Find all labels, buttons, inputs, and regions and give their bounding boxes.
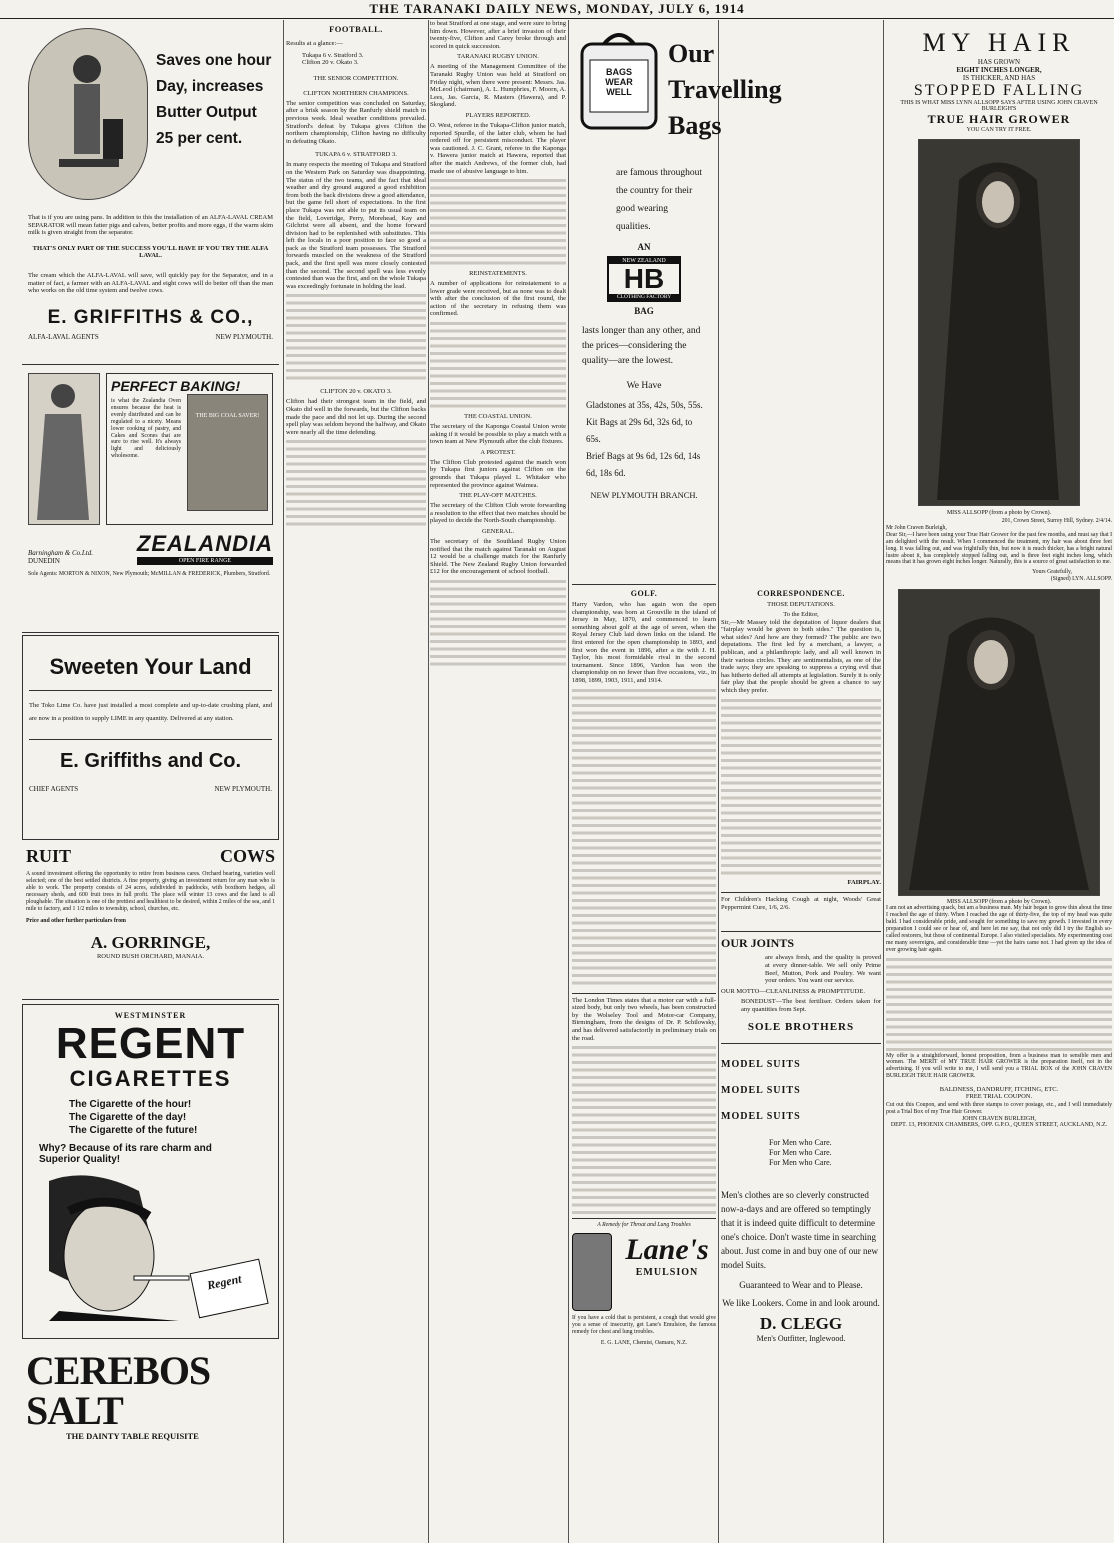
bags-item-2: Kit Bags at 29s 6d, 32s 6d, to 65s.: [586, 417, 693, 444]
suitcase-illustration: [576, 24, 662, 134]
alfa-firm: E. GRIFFITHS & CO.,: [47, 306, 254, 328]
regent-cigarettes-ad: [22, 1004, 279, 1339]
hair-continued-text: [886, 956, 1112, 1051]
letter-signed: (Signed) LYN. ALLSOPP.: [1050, 576, 1112, 583]
care-line-2: For Men who Care.: [769, 1148, 832, 1158]
hair-line-4: STOPPED FALLING: [913, 82, 1085, 99]
sole-brothers-ad: [721, 931, 881, 1033]
result-1: Tukapa 6 v. Stratford 3.: [302, 51, 364, 59]
lime-body: The Toko Lime Co. have just installed a most complete and up-to-date crushing plant, and are now in a position to supply LIME in any quantity. Delivered at any station.: [29, 702, 272, 722]
miss-allsopp-photo-1: [918, 139, 1080, 506]
travelling-bags-ad: [572, 20, 782, 585]
golf-para: Harry Vardon, who has again won the open championship, was born at Grouville in the island of Jersey in May, 1870, and commenced to learn something about golf at the age of seven, when the Royal Jersey Club laid down links on the island. He first entered for the open championship in 1893, and first won the event in 1896, after a tie with J. H. Taylor, his most formidable rival in the second tournament. Since 1896, Vardon has won the championship on no fewer than five occasions, viz., in 1898, 1899, 1903, 1911, and 1914.: [572, 601, 716, 684]
hair-sig: JOHN CRAVEN BURLEIGH,: [961, 1115, 1037, 1122]
cerebos-salt-ad: [22, 1349, 279, 1443]
deputations-heading: THOSE DEPUTATIONS.: [767, 601, 835, 608]
football-para-3: Clifton had their strongest team in the field, and Okato did well in the forwards, but the Clifton backs made the pace and did not let up. During the second spell play was seldom beyond the halfway, and Okato were nearly all the time defending.: [286, 398, 426, 436]
regent-tag-2: The Cigarette of the day!: [69, 1112, 187, 1123]
rugby-para-7: The secretary of the Southland Rugby Union notified that the match against Taranaki on August 12 would be a challenge match for the Ranfurly Shield. The New Zealand Rugby Union forwarded £12 for the encouragement of school football.: [430, 538, 566, 576]
dairy-woman-illustration: [28, 28, 148, 200]
match-2-heading: CLIFTON 20 v. OKATO 3.: [320, 388, 392, 396]
regent-top: WESTMINSTER: [114, 1011, 187, 1020]
cerebos-tag: THE DAINTY TABLE REQUISITE: [66, 1431, 199, 1441]
football-para-1: The senior competition was concluded on Saturday, after a brisk season by the Ranfurly shield match in previous week. Ideal weather conditions prevailed. Stratford's defeat by Tukapa gives Clifton the northern championship, Clifton having no difficulty in defeating Okato.: [286, 99, 426, 145]
joints-para: are always fresh, and the quality is proved at every dinner-table. We sell only Prime Beef, Mutton, Pork and Poultry. We want your orders. You want our service.: [765, 954, 881, 985]
letter-continued-text: [721, 697, 881, 877]
clegg-outfitter: Men's Outfitter, Inglewood.: [756, 1334, 846, 1344]
motor-car-para: The London Times states that a motor car with a full-sized body, but only two wheels, has been constructed by the Wolseley Tool and Motor-car Company, Birmingham, from the designs of Dr. P. Schilowsky, and has delivered satisfactorily in preliminary trials on the road.: [572, 993, 716, 1043]
hb-logo: [607, 256, 681, 302]
zealandia-city: DUNEDIN: [28, 557, 60, 565]
hair-letter: Dear Sir,—I have been using your True Hair Grower for the past few months, and must say that I am delighted with the result. When I commenced the treatment, my hair was about three feet long. It was falling out, and was frightfully thin, but now it is much thicker, has a bright natural lustre about it, has completely stopped falling out, and is three feet eight inches long, which means that it has grown eight inches longer. Naturally, this is a source of great satisfaction to me.: [886, 531, 1112, 566]
column-rule: [428, 20, 429, 1543]
hair-title: MY HAIR: [922, 28, 1076, 57]
rugby-para-0: to beat Stratford at one stage, and were sure to bring him down. However, after a brief invasion of their twenty-five, Clifton and Carey broke through and scored in quick succession.: [430, 20, 566, 50]
column-rule: [568, 20, 569, 1543]
clegg-firm: D. CLEGG: [759, 1314, 843, 1334]
care-line-3: For Men who Care.: [769, 1158, 832, 1168]
fruit-firm: A. GORRINGE,: [90, 933, 211, 953]
letter-yours: Yours Gratefully,: [1032, 569, 1072, 576]
regent-tag-3: The Cigarette of the future!: [69, 1125, 198, 1136]
lane-sub: EMULSION: [635, 1267, 699, 1278]
hair-dept: DEPT. 13, PHOENIX CHAMBERS, OPP. G.P.O., QUEEN STREET, AUCKLAND, N.Z.: [890, 1121, 1108, 1128]
zealandia-brand: ZEALANDIA: [136, 531, 273, 556]
alfa-agents: ALFA-LAVAL AGENTS: [28, 332, 99, 341]
suits-line-3: MODEL SUITS: [721, 1111, 801, 1123]
rugby-para-1: A meeting of the Management Committee of the Taranaki Rugby Union was held at Stratford on Friday night, when there were present: Messrs. Jas. McLeod (chairman), A. L. Humphries, F. Moorn, A. Lees, Jas. Garcia, R. Masters (Hawera), and P. Skogland.: [430, 63, 566, 109]
cerebos-brand: CEREBOS SALT: [26, 1348, 211, 1433]
regent-pack: Regent: [205, 1271, 243, 1293]
hair-body-2: I am not an advertising quack, but am a business man. My hair began to grow thin about the time I reached the age of thirty. When I reached the age of thirty-five, the top of my head was quite bald. I had considerable pride, and sought for something to save my growth. I invested in every preparation I could see or hear of, and here let me say, that not only did I try the English so-called restorers, but those of continental Europe. I also visited specialists. My experimenting cost me many sovereigns, and considerable time —yet the hairs came not. I had given up the idea of ever growing hair again.: [886, 905, 1112, 953]
bags-bag: BAG: [634, 306, 654, 316]
column-ads-left: [22, 20, 279, 1543]
lime-firm: E. Griffiths and Co.: [59, 750, 242, 772]
letter-sign: FAIRPLAY.: [847, 878, 881, 886]
letter-salutation: Mr John Craven Burleigh,: [886, 524, 947, 531]
match-1-heading: TUKAPA 6 v. STRATFORD 3.: [315, 151, 397, 159]
woods-ad: For Children's Hacking Cough at night, Woods' Great Peppermint Cure, 1/6, 2/6.: [721, 892, 881, 911]
zealandia-maker: Barningham & Co.Ltd.: [28, 549, 93, 557]
bags-body: are famous throughout the country for their good wearing qualities.: [616, 168, 703, 232]
rugby-para-2: O. West, referee in the Tukapa-Clifton junior match, reported Spurdle, of the latter club, whom he had ordered off for persistent misconduct. The player was cautioned. J. C. Grant, referee in the Kaponga v. Hawera junior match at Hawera, reported that after the match Andrews, of the former club, had made use of abusive language to him.: [430, 121, 566, 175]
players-heading: PLAYERS REPORTED.: [465, 111, 531, 119]
hair-line-3: IS THICKER, AND HAS: [962, 74, 1036, 82]
bags-item-1: Gladstones at 35s, 42s, 50s, 55s.: [586, 400, 703, 410]
lane-brand: Lane's: [625, 1233, 709, 1266]
hair-line-2: EIGHT INCHES LONGER,: [956, 66, 1042, 74]
joints-bonedust: BONEDUST—The best fertiliser. Orders taken for any quantities from Sept.: [741, 998, 881, 1013]
zealandia-agents: Sole Agents: MORTON & NIXON, New Plymouth; McMILLAN & FREDERICK, Plumbers, Stratford.: [28, 571, 271, 577]
bags-branch: NEW PLYMOUTH BRANCH.: [590, 490, 698, 500]
fruit-address: ROUND BUSH ORCHARD, MANAIA.: [96, 953, 205, 961]
result-2: Clifton 20 v. Okato 3.: [302, 59, 359, 67]
zealandia-tag: OPEN FIRE RANGE: [137, 557, 273, 565]
clegg-guarantee: Guaranteed to Wear and to Please.: [739, 1280, 863, 1291]
lane-head: A Remedy for Throat and Lung Troubles: [597, 1222, 691, 1229]
hb-clothing: CLOTHING FACTORY: [609, 294, 679, 300]
column-hair-grower-ad: [886, 20, 1112, 1543]
champions-heading: CLIFTON NORTHERN CHAMPIONS.: [303, 89, 409, 97]
hair-coupon: Cut out this Coupon, and send with three stamps to cover postage, etc., and I will immediately post a Trial Box of my True Hair Grower.: [886, 1102, 1112, 1116]
clegg-suits-ad: [721, 1043, 881, 1343]
masthead: THE TARANAKI DAILY NEWS, MONDAY, JULY 6, 1914: [0, 0, 1114, 19]
bag-label-2: WEAR: [605, 77, 633, 87]
motor-car-continued-text: [572, 1044, 716, 1214]
alfa-body-2: THAT'S ONLY PART OF THE SUCCESS YOU'LL HAVE IF YOU TRY THE ALFA LAVAL.: [32, 244, 269, 260]
hb-letters: HB: [623, 263, 665, 294]
bags-item-3: Brief Bags at 9s 6d, 12s 6d, 14s 6d, 18s 6d.: [586, 451, 701, 478]
orchard-sale-ad: [22, 840, 279, 1000]
fruit-body: A sound investment offering the opportunity to retire from business cares. Orchard bearing, varieties well selected; one of the best settled districts. A fine property, giving an investment return for any man who is able to work. The property consists of 24 acres, subdivided in paddocks, with boxthorn hedges, all necessary sheds, and 600 fruit trees in full profit. The place will winter 13 cows and the land is all ploughable. The situation is one of the prettiest and healthiest to be desired, within 2 miles of the sea, and 1 mile to factory, and 1 1/2 miles to township, school, churches, etc.: [26, 871, 275, 912]
rugby-para-6: The secretary of the Clifton Club wrote forwarding a resolution to the effect that two matches should be played to decide the North-South championship.: [430, 502, 566, 525]
separator-icon: [29, 29, 147, 197]
zealandia-body: is what the Zealandia Oven ensures because the heat is evenly distributed and can be regulated to a nicety. Means lower cooking of pastry, and Cakes and Scones that are sure to rise well. It's always light and deliciously wholesome.: [111, 398, 181, 460]
playoff-heading: THE PLAY-OFF MATCHES.: [459, 492, 537, 500]
to-editor: To the Editor,: [783, 611, 819, 618]
hb-nz: NEW ZEALAND: [609, 258, 679, 264]
column-rule: [718, 20, 719, 1543]
hair-bald: BALDNESS, DANDRUFF, ITCHING, ETC.: [939, 1086, 1059, 1094]
column-rugby-union: [430, 20, 566, 1543]
alfa-town: NEW PLYMOUTH.: [215, 332, 273, 341]
alfa-body-1: That is if you are using pans. In addition to this the installation of an ALFA-LAVAL CREAM SEPARATOR will mean fatter pigs and calves, better profits and more eggs, if the warm skim milk is given straight from the separator.: [28, 214, 273, 237]
regent-brand: REGENT: [55, 1019, 246, 1068]
photo-caption-2: MISS ALLSOPP (from a photo by Crown).: [946, 899, 1052, 906]
cook-woman-illustration: [28, 373, 100, 525]
football-para-2: In many respects the meeting of Tukapa and Stratford on the Western Park on Saturday was disappointing. The status of the two teams, and the fact that ideal weather and dry ground augured a good exhibition from both the back divisions drew a good attendance, but the game fell short of expectations. In the first place Tukapa was not able to put its usual team on the field, Loveridge, Perry, Morehead, Kay and Gilchrist were all absent, and the home forward division had to be replenished with substitutes. This left the locals in a poor position to face so good a pack as the Stratford team possesses. The Stratford forwards muscled on the weakness of the Stratford pack, and the first spell was more closely contested than the second. The second spell was less evenly contested than was the first, and on the whole Tukapa was exceedingly fortunate in holding the lead.: [286, 161, 426, 290]
correspondence-heading: CORRESPONDENCE.: [757, 589, 845, 598]
joints-motto: OUR MOTTO—CLEANLINESS & PROMPTITUDE.: [721, 987, 865, 995]
clegg-lookers: We like Lookers. Come in and look around.: [722, 1298, 880, 1309]
zealandia-range-ad: [22, 365, 279, 633]
bags-headline: Our Travelling Bags: [668, 39, 782, 140]
fruit-heading-left: RUIT: [26, 846, 72, 866]
football-continued-text-2: [286, 438, 426, 528]
rugby-para-3: A number of applications for reinstatement to a lower grade were received, but as none was to dealt with after the conclusion of the first round, the action of the secretary in refusing them was confirmed.: [430, 280, 566, 318]
union-heading: TARANAKI RUGBY UNION.: [457, 53, 539, 61]
column-correspondence: [721, 20, 881, 1543]
lime-headline: Sweeten Your Land: [49, 654, 252, 679]
regent-sub: CIGARETTES: [69, 1066, 232, 1091]
woman-icon: [29, 374, 97, 522]
lime-town: NEW PLYMOUTH.: [214, 785, 272, 793]
column-rule: [283, 20, 284, 1543]
reinstatements-heading: REINSTATEMENTS.: [469, 270, 527, 278]
suits-line-1: MODEL SUITS: [721, 1059, 801, 1071]
smoking-man-illustration: [29, 1171, 274, 1321]
hair-free: FREE TRIAL COUPON.: [965, 1093, 1033, 1101]
emulsion-bottle-icon: [572, 1233, 612, 1311]
care-line-1: For Men who Care.: [769, 1138, 832, 1148]
alfa-body-3: The cream which the ALFA-LAVAL will save, will quickly pay for the Separator, and in a matter of fact, a farmer with an ALFA-LAVAL and eight cows will do better off than the man who works on the old time system and twelve cows.: [28, 271, 273, 295]
alfa-laval-ad: [22, 20, 279, 365]
long-hair-portrait: [919, 140, 1077, 503]
letter-body: Sir,—Mr Massey told the deputation of liquor dealers that "fairplay would be given to both sides." The question is, what sides? And how are they formed? The public are two deputations. The first led by a merchant, a lawyer, a publican, and a philanthropic lady, and all well known in their various circles. They are sentimentalists, as one of the trade says; they are speaking to suppress a crying evil that has hitherto defied all attempts at legislation. Surely it is only fair play that the people should be given a chance to say which they prefer.: [721, 618, 881, 694]
lanes-emulsion-ad: [572, 1218, 716, 1347]
regent-why: Why? Because of its rare charm and Superior Quality!: [39, 1143, 212, 1165]
alfa-headline: Saves one hour Day, increases Butter Output 25 per cent.: [156, 52, 272, 147]
protest-heading: A PROTEST.: [480, 448, 516, 456]
clegg-body: Men's clothes are so cleverly constructed now-a-days and are offered so temptingly that it is indeed quite difficult to determine one's choice. Don't waste time in searching about. Just come in and buy one of our new model Suits.: [721, 1190, 878, 1271]
column-football: [286, 20, 426, 1543]
fruit-heading-right: COWS: [219, 846, 275, 866]
golf-continued-text: [572, 687, 716, 987]
rugby-para-4: The secretary of the Kaponga Coastal Union wrote asking if it would be possible to play a match with a town team at New Plymouth after the club fixtures.: [430, 423, 566, 446]
zealandia-coal: THE BIG COAL SAVER!: [195, 413, 260, 419]
lane-maker: E. G. LANE, Chemist, Oamaru, N.Z.: [600, 1339, 688, 1346]
results-heading: Results at a glance:—: [286, 40, 343, 47]
coastal-heading: THE COASTAL UNION.: [464, 413, 532, 421]
bags-body-2: lasts longer than any other, and the prices—considering the quality—are the lowest.: [582, 326, 701, 366]
rugby-continued-text-3: [430, 578, 566, 668]
hair-line-5: THIS IS WHAT MISS LYNN ALLSOPP SAYS AFTER USING JOHN CRAVEN BURLEIGH'S: [900, 100, 1098, 112]
miss-allsopp-photo-2: [898, 589, 1100, 896]
general-heading: GENERAL.: [482, 528, 514, 535]
golf-heading: GOLF.: [630, 589, 658, 598]
rugby-continued-text: [430, 177, 566, 267]
lane-body: If you have a cold that is persistent, a cough that would give you a sense of insecurity, get Lane's Emulsion, the famous remedy for chest and lung troubles.: [572, 1315, 716, 1335]
bags-we-have: We Have: [626, 381, 662, 391]
column-rule: [883, 20, 884, 1543]
regent-tag-1: The Cigarette of the hour!: [69, 1099, 192, 1110]
hair-line-1: HAS GROWN: [977, 58, 1021, 66]
rugby-continued-text-2: [430, 320, 566, 410]
suits-line-2: MODEL SUITS: [721, 1085, 801, 1097]
zealandia-headline: PERFECT BAKING!: [111, 378, 241, 394]
bags-an: AN: [637, 242, 651, 252]
fruit-price: Price and other further particulars from: [26, 918, 126, 925]
senior-heading: THE SENIOR COMPETITION.: [313, 74, 399, 82]
hair-offer: My offer is a straightforward, honest proposition, from a business man to sensible men and women. The MERIT of MY TRUE HAIR GROWER is the preparation itself, not in the advertising. If you will write to me, I will send you a TRIAL BOX of the JOHN CRAVEN BURLEIGH TRUE HAIR GROWER.: [886, 1052, 1112, 1080]
football-continued-text: [286, 292, 426, 382]
letter-address: 201, Crown Street, Surrey Hill, Sydney. 2/4/14.: [1001, 518, 1112, 524]
photo-caption-1: MISS ALLSOPP (from a photo by Crown).: [946, 510, 1052, 516]
bag-label-3: WELL: [606, 87, 632, 97]
hair-line-6: TRUE HAIR GROWER: [927, 112, 1071, 126]
hair-line-7: YOU CAN TRY IT FREE.: [966, 127, 1032, 133]
rugby-para-5: The Clifton Club protested against the match won by Tukapa first juniors against Clifton on the grounds that Tukapa played L. Whitaker who represented the province against Waimea.: [430, 458, 566, 489]
lime-agents: CHIEF AGENTS: [29, 785, 79, 793]
bag-label-1: BAGS: [605, 67, 632, 77]
toko-lime-ad: [22, 635, 279, 840]
football-title: FOOTBALL.: [329, 24, 383, 34]
long-hair-portrait-2: [899, 590, 1097, 893]
range-stove-illustration: [187, 394, 268, 511]
sole-brothers-firm: SOLE BROTHERS: [747, 1021, 855, 1034]
joints-heading: OUR JOINTS: [721, 936, 795, 951]
